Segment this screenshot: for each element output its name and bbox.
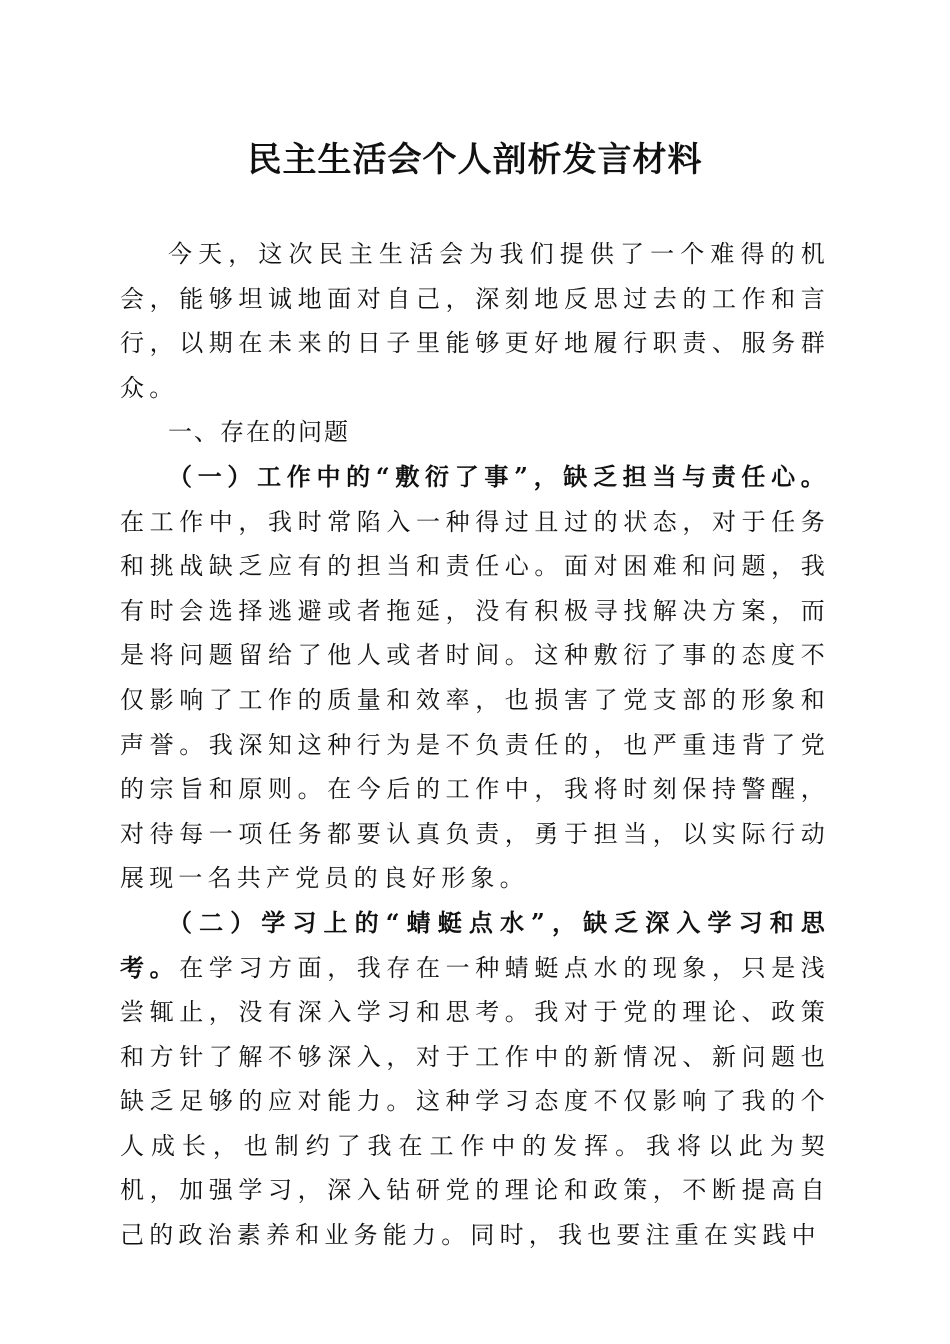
document-body xyxy=(120,232,830,1258)
item-2-body: 在学习方面，我存在一种蜻蜓点水的现象，只是浅尝辄止，没有深入学习和思考。我对于党的理论、政策和方针了解不够深入，对于工作中的新情况、新问题也缺乏足够的应对能力。这种学习态度不仅影响了我的个人成长，也制约了我在工作中的发挥。我将以此为契机，加强学习，深入钻研党的理论和政策，不断提高自己的政治素养和业务能力。同时，我也要注重在实践中 xyxy=(120,953,830,1250)
item-2-lead: （二）学习上的“蜻蜓点水”，缺乏深入学习和思考。 xyxy=(120,907,830,982)
item-1-paragraph xyxy=(120,455,830,901)
item-1-lead: （一）工作中的“敷衍了事”，缺乏担当与责任心。 xyxy=(168,461,830,491)
section-heading-problems: 一、存在的问题 xyxy=(168,418,350,447)
document-title: 民主生活会个人剖析发言材料 xyxy=(247,140,703,180)
item-1-body: 在工作中，我时常陷入一种得过且过的状态，对于任务和挑战缺乏应有的担当和责任心。面对困难和问题，我有时会选择逃避或者拖延，没有积极寻找解决方案，而是将问题留给了他人或者时间。这种敷衍了事的态度不仅影响了工作的质量和效率，也损害了党支部的形象和声誉。我深知这种行为是不负责任的，也严重违背了党的宗旨和原则。在今后的工作中，我将时刻保持警醒，对待每一项任务都要认真负责，勇于担当，以实际行动展现一名共产党员的良好形象。 xyxy=(120,507,830,893)
intro-paragraph: 今天，这次民主生活会为我们提供了一个难得的机会，能够坦诚地面对自己，深刻地反思过去的工作和言行，以期在未来的日子里能够更好地履行职责、服务群众。 xyxy=(120,240,830,402)
item-2-paragraph xyxy=(120,901,830,1258)
